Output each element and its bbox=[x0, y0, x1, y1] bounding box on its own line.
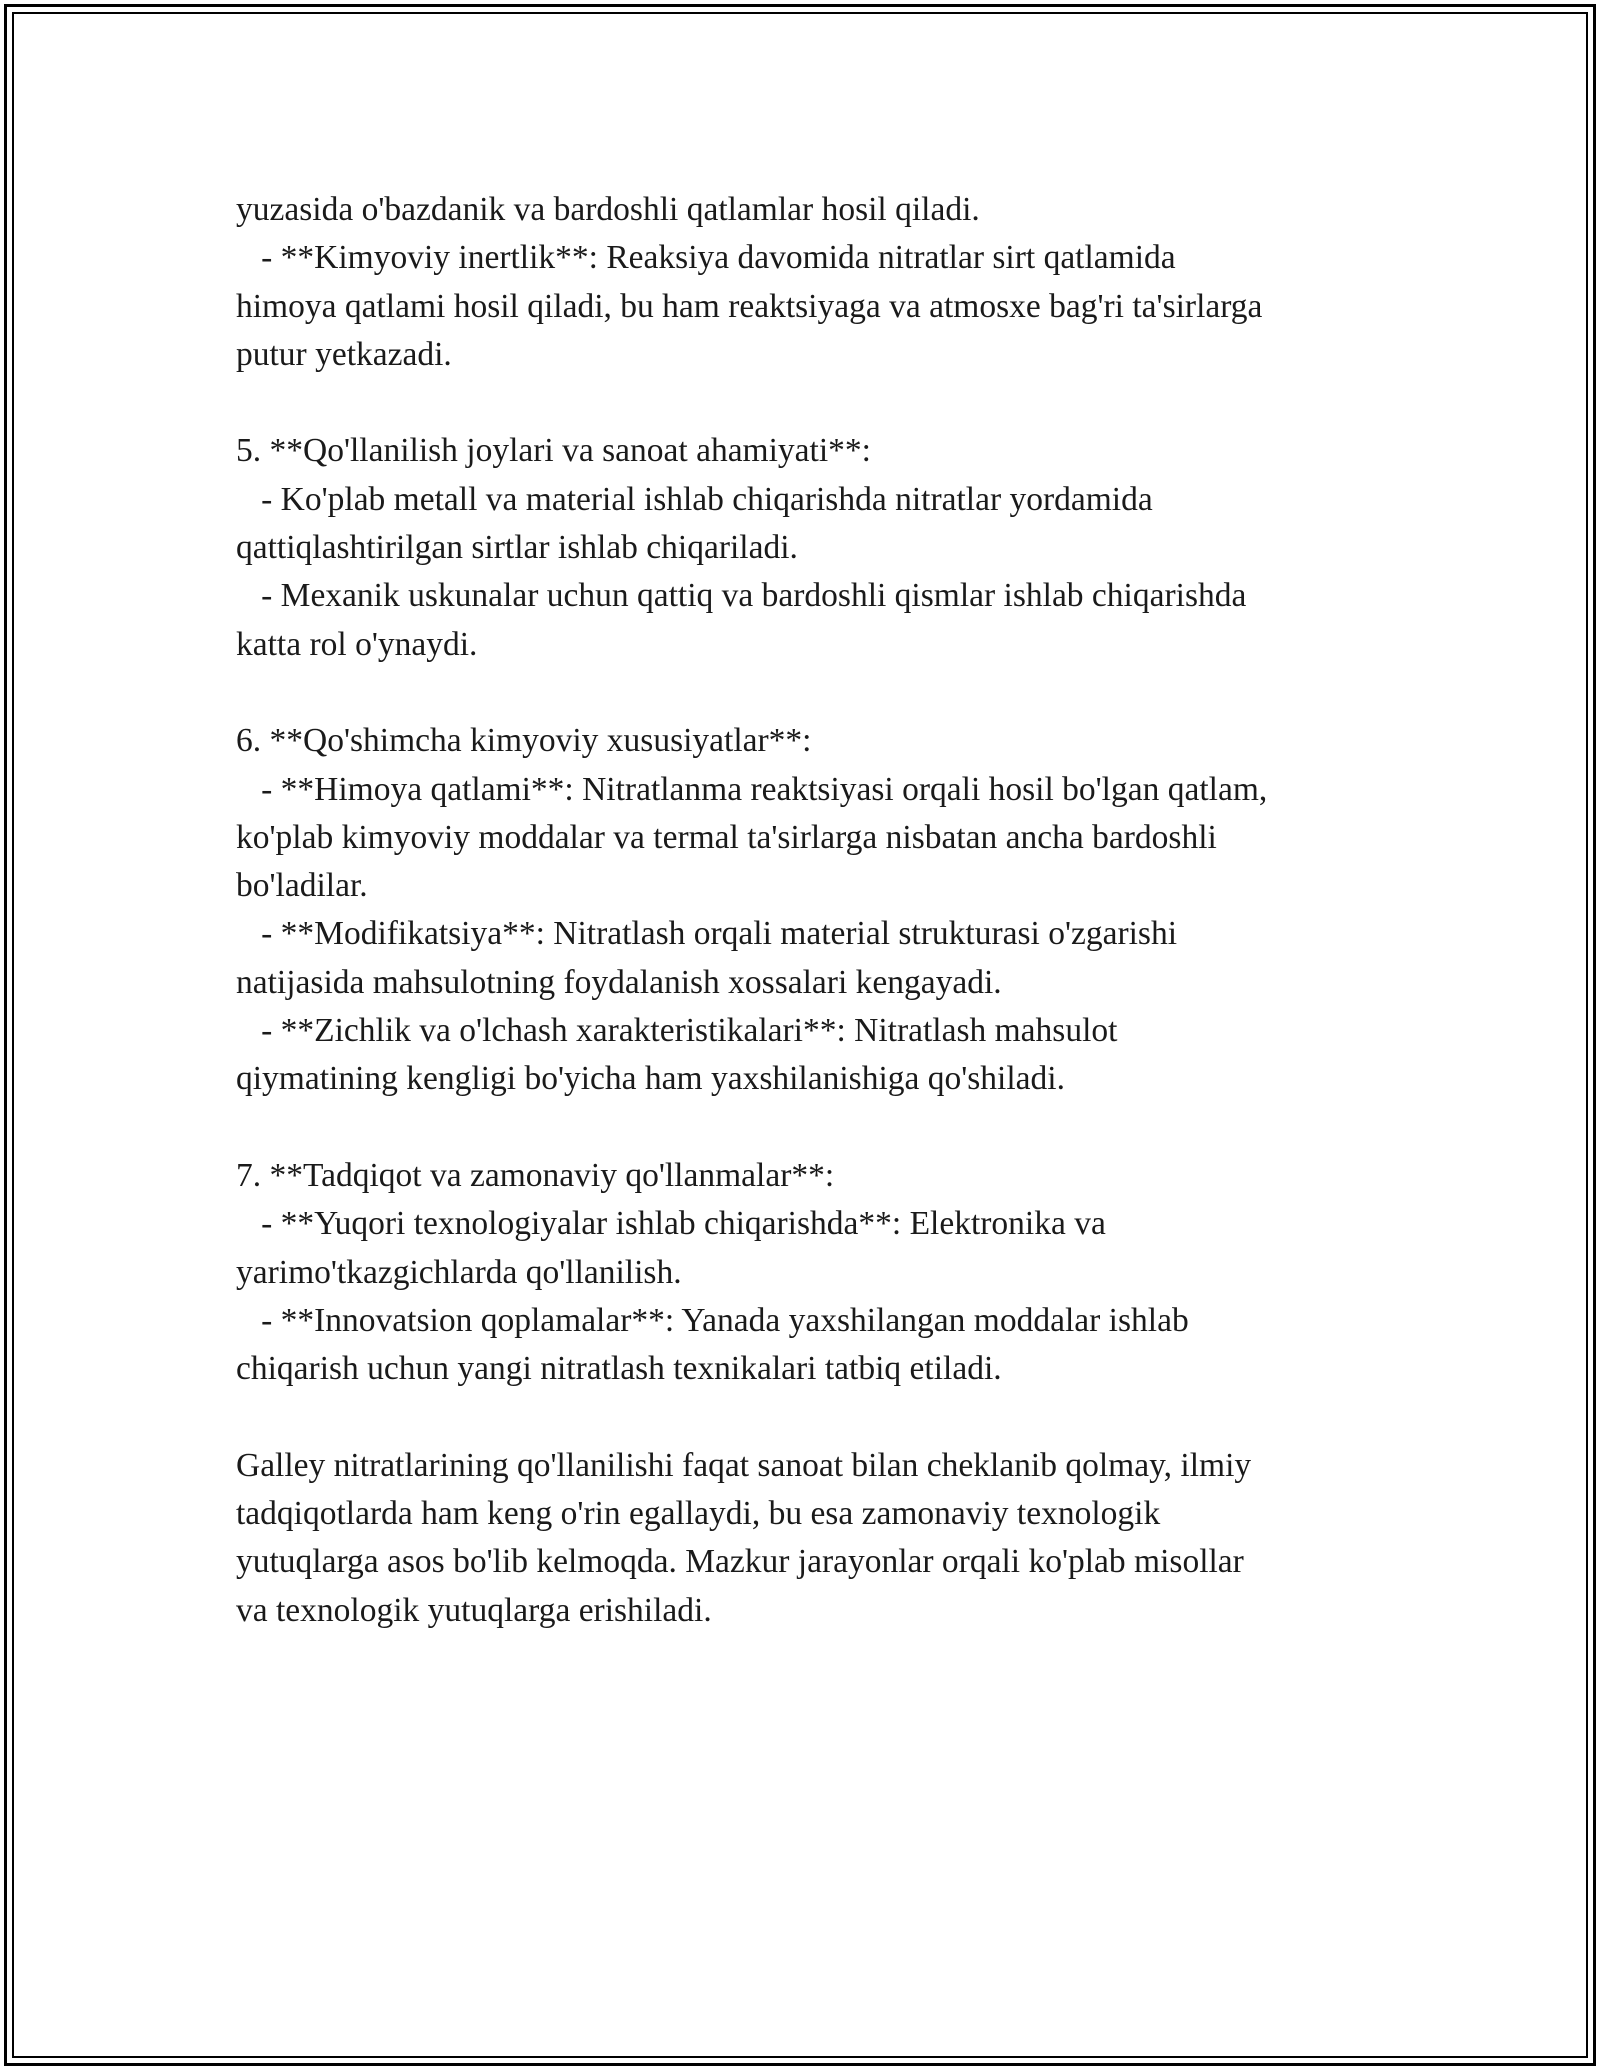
text-line: - Ko'plab metall va material ishlab chiqarishda nitratlar yordamida bbox=[236, 480, 1153, 518]
text-line: yarimo'tkazgichlarda qo'llanilish. bbox=[236, 1253, 682, 1291]
text-line: bo'ladilar. bbox=[236, 867, 368, 905]
blank-line bbox=[236, 379, 1416, 427]
text-line: - Mexanik uskunalar uchun qattiq va bardoshli qismlar ishlab chiqarishda bbox=[236, 577, 1247, 615]
text-line: - **Himoya qatlami**: Nitratlanma reaktsiyasi orqali hosil bo'lgan qatlam, bbox=[236, 770, 1268, 808]
text-line: himoya qatlami hosil qiladi, bu ham reaktsiyaga va atmosxe bag'ri ta'sirlarga bbox=[236, 287, 1263, 325]
text-line: - **Yuqori texnologiyalar ishlab chiqarishda**: Elektronika va bbox=[236, 1205, 1106, 1243]
conclusion-line: Galley nitratlarining qo'llanilishi faqat sanoat bilan cheklanib qolmay, ilmiy bbox=[236, 1446, 1252, 1484]
text-line: - **Kimyoviy inertlik**: Reaksiya davomida nitratlar sirt qatlamida bbox=[236, 239, 1176, 277]
text-line: qattiqlashtirilgan sirtlar ishlab chiqariladi. bbox=[236, 529, 798, 567]
conclusion-line: va texnologik yutuqlarga erishiladi. bbox=[236, 1591, 712, 1629]
document-body bbox=[236, 186, 1416, 1635]
text-line: yuzasida o'bazdanik va bardoshli qatlamlar hosil qiladi. bbox=[236, 191, 980, 228]
section-heading: 7. **Tadqiqot va zamonaviy qo'llanmalar**: bbox=[236, 1156, 835, 1194]
blank-line bbox=[236, 1393, 1416, 1441]
text-line: ko'plab kimyoviy moddalar va termal ta'sirlarga nisbatan ancha bardoshli bbox=[236, 818, 1217, 856]
text-line: qiymatining kengligi bo'yicha ham yaxshilanishiga qo'shiladi. bbox=[236, 1060, 1065, 1098]
section-heading: 5. **Qo'llanilish joylari va sanoat ahamiyati**: bbox=[236, 432, 871, 470]
text-line: natijasida mahsulotning foydalanish xossalari kengayadi. bbox=[236, 963, 1002, 1001]
conclusion-line: tadqiqotlarda ham keng o'rin egallaydi, bu esa zamonaviy texnologik bbox=[236, 1495, 1161, 1533]
section-heading: 6. **Qo'shimcha kimyoviy xususiyatlar**: bbox=[236, 722, 812, 760]
text-line: katta rol o'ynaydi. bbox=[236, 625, 478, 663]
text-line: chiqarish uchun yangi nitratlash texnikalari tatbiq etiladi. bbox=[236, 1350, 1002, 1388]
blank-line bbox=[236, 1104, 1416, 1152]
text-line: - **Zichlik va o'lchash xarakteristikalari**: Nitratlash mahsulot bbox=[236, 1012, 1118, 1050]
text-line: - **Modifikatsiya**: Nitratlash orqali material strukturasi o'zgarishi bbox=[236, 915, 1178, 953]
conclusion-line: yutuqlarga asos bo'lib kelmoqda. Mazkur jarayonlar orqali ko'plab misollar bbox=[236, 1543, 1244, 1581]
blank-line bbox=[236, 669, 1416, 717]
text-line: putur yetkazadi. bbox=[236, 335, 452, 373]
text-line: - **Innovatsion qoplamalar**: Yanada yaxshilangan moddalar ishlab bbox=[236, 1301, 1189, 1339]
